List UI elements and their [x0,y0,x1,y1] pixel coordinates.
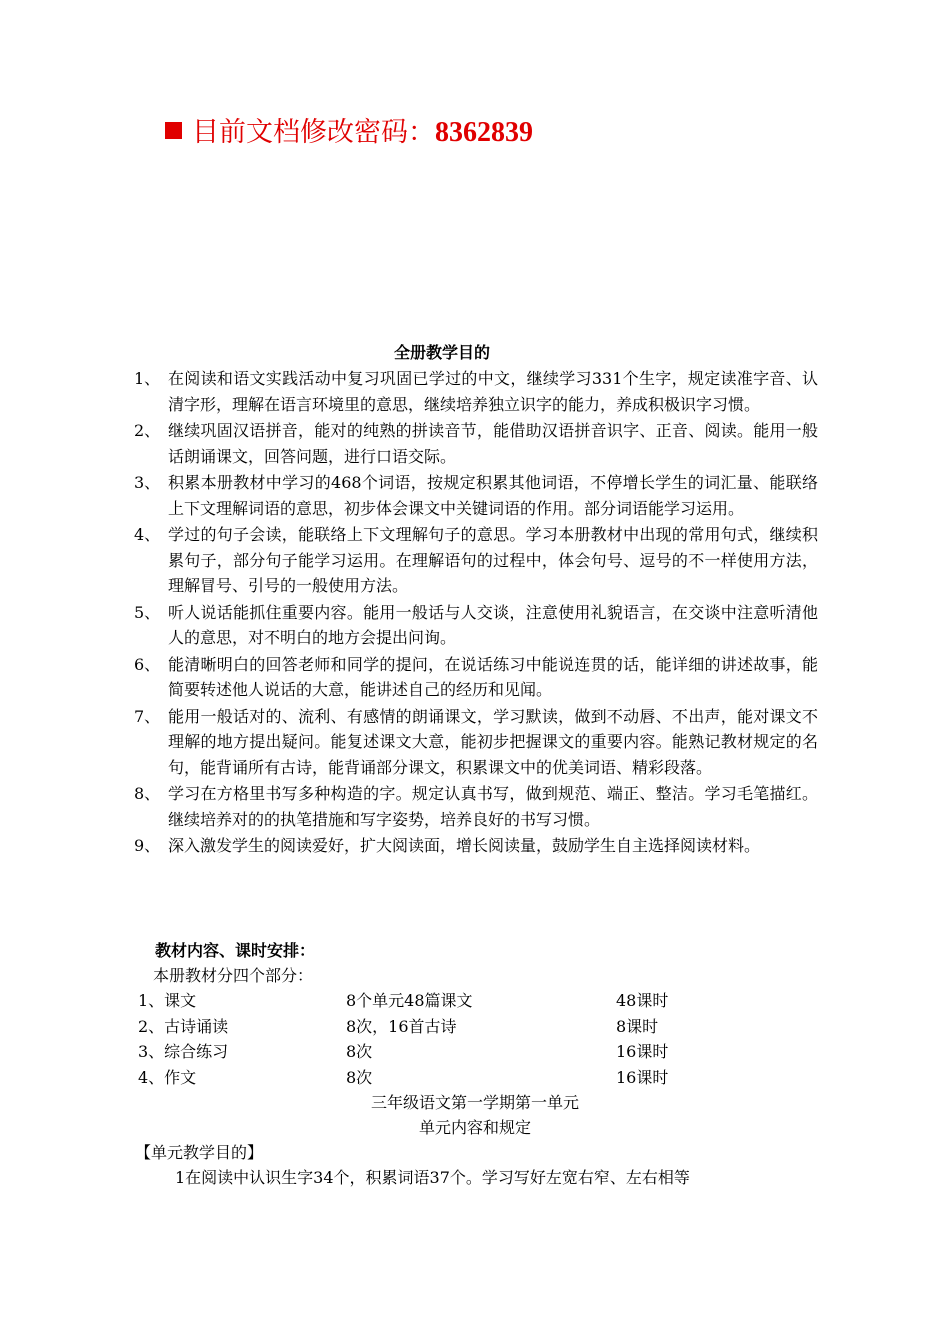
list-number: 3、 [134,473,161,492]
table-cell-content: 8个单元48篇课文 [346,991,473,1010]
list-number: 6、 [134,654,161,674]
red-square-icon [165,122,182,139]
unit-goal-label: 【单元教学目的】 [135,1143,264,1162]
list-item [134,366,818,417]
list-item [134,652,818,703]
table-cell-item: 4、作文 [138,1067,197,1087]
goals-list [134,366,818,860]
list-item [134,418,818,469]
password-code: 8362839 [435,117,533,148]
materials-heading: 教材内容、课时安排： [155,941,316,960]
table-cell-item: 3、综合练习 [138,1042,229,1061]
list-text: 学习在方格里书写多种构造的字。规定认真书写，做到规范、端正、整洁。学习毛笔描红。继续培养对的的执笔措施和写字姿势，培养良好的书写习惯。 [168,784,818,829]
password-label: 目前文档修改密码： [192,117,435,148]
list-text: 听人说话能抓住重要内容。能用一般话与人交谈，注意使用礼貌语言，在交谈中注意听清他人的意思，对不明白的地方会提出问询。 [168,602,818,647]
unit-goal-text: 1在阅读中认识生字34个，积累词语37个。学习写好左宽右窄、左右相等 [175,1168,690,1187]
list-number: 1、 [134,369,161,388]
schedule-table [138,988,698,1090]
table-cell-item: 1、课文 [138,991,197,1010]
table-cell-content: 8次，16首古诗 [346,1016,457,1036]
list-item [134,704,818,781]
page-title: 全册教学目的 [393,343,490,362]
list-text: 积累本册教材中学习的468个词语，按规定积累其他词语，不停增长学生的词汇量、能联络上下文理解词语的意思，初步体会课文中关键词语的作用。部分词语能学习运用。 [168,473,818,518]
password-notice [165,110,533,149]
table-cell-hours: 16课时 [616,1067,669,1087]
list-text: 能用一般话对的、流利、有感情的朗诵课文，学习默读，做到不动唇、不出声，能对课文不理解的地方提出疑问。能复述课文大意，能初步把握课文的重要内容。能熟记教材规定的名句，能背诵所有古诗，能背诵部分课文，积累课文中的优美词语、精彩段落。 [168,706,818,777]
table-cell-content: 8次 [346,1042,373,1061]
list-number: 2、 [134,421,161,440]
list-item [134,833,818,859]
list-item [134,781,818,832]
unit-title: 三年级语文第一学期第一单元 [370,1093,579,1112]
list-number: 4、 [134,525,161,544]
table-cell-hours: 16课时 [616,1042,669,1061]
list-text: 继续巩固汉语拼音，能对的纯熟的拼读音节，能借助汉语拼音识字、正音、阅读。能用一般话朗诵课文，回答问题，进行口语交际。 [168,421,818,466]
list-text: 能清晰明白的回答老师和同学的提问，在说话练习中能说连贯的话，能详细的讲述故事，能简要转述他人说话的大意，能讲述自己的经历和见闻。 [168,654,818,699]
list-number: 8、 [134,784,161,803]
table-cell-hours: 48课时 [616,991,669,1010]
table-row [138,988,698,1014]
table-row [138,1014,698,1040]
materials-intro: 本册教材分四个部分： [153,966,314,985]
table-cell-content: 8次 [346,1067,373,1087]
table-cell-hours: 8课时 [616,1016,659,1036]
table-row [138,1039,698,1065]
table-row [138,1065,698,1091]
list-item [134,600,818,651]
list-text: 深入激发学生的阅读爱好，扩大阅读面，增长阅读量，鼓励学生自主选择阅读材料。 [168,836,761,855]
list-text: 学过的句子会读，能联络上下文理解句子的意思。学习本册教材中出现的常用句式，继续积累句子，部分句子能学习运用。在理解语句的过程中，体会句号、逗号的不一样使用方法，理解冒号、引号的一般使用方法。 [168,525,818,595]
unit-subtitle: 单元内容和规定 [418,1118,531,1137]
list-number: 7、 [134,706,161,726]
list-item [134,470,818,521]
list-number: 9、 [134,836,161,855]
list-text: 在阅读和语文实践活动中复习巩固已学过的中文，继续学习331个生字，规定读准字音、认清字形，理解在语言环境里的意思，继续培养独立识字的能力，养成积极识字习惯。 [168,369,818,414]
list-item [134,522,818,599]
table-cell-item: 2、古诗诵读 [138,1016,229,1036]
list-number: 5、 [134,602,161,622]
